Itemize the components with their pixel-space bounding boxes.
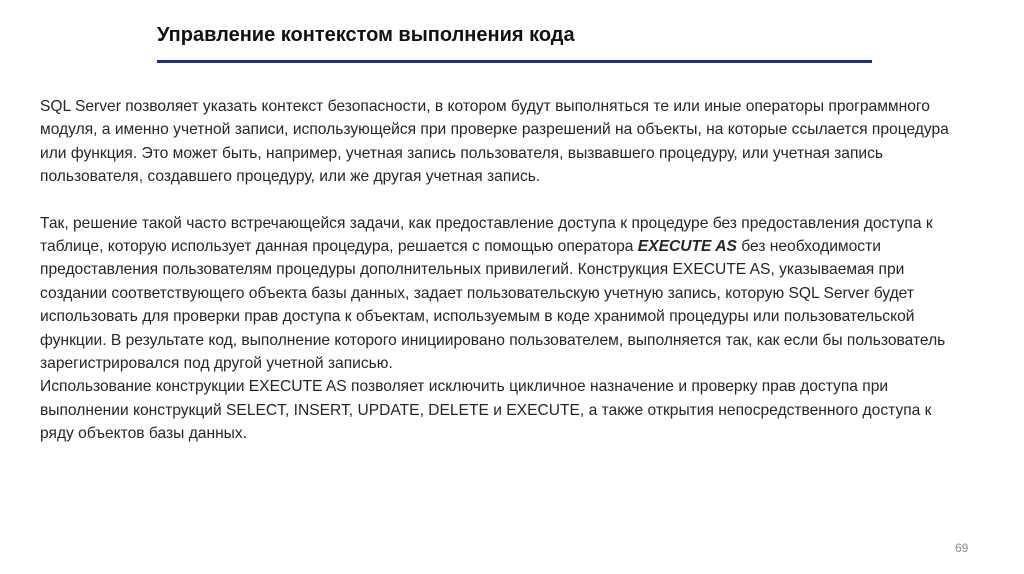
paragraph-execute-as-text-before: Так, решение такой часто встречающейся задачи, как предоставление доступа к процедуре без предоставления доступа к таблице, которую использует данная процедура, решается с помощью оператора xyxy=(40,214,933,256)
paragraph-execute-as-usage: Использование конструкции EXECUTE AS позволяет исключить цикличное назначение и проверку прав доступа при выполнении конструкций SELECT, INSERT, UPDATE, DELETE и EXECUTE, а также открытия непосредственного доступа к ряду объектов базы данных. xyxy=(40,378,932,443)
page-number: 69 xyxy=(955,541,969,555)
paragraph-execute-as xyxy=(40,212,965,376)
paragraph-security-context: SQL Server позволяет указать контекст безопасности, в котором будут выполняться те или иные операторы программного модуля, а именно учетной записи, использующейся при проверке разрешений на объекты, на которые ссылается процедура или функция. Это может быть, например, учетная запись пользователя, вызвавшего процедуру, или учетная запись пользователя, создавшего процедуру, или же другая учетная запись. xyxy=(40,98,949,186)
slide-body xyxy=(40,95,965,446)
title-underline-rule xyxy=(157,60,872,63)
paragraph-execute-as-text-after: без необходимости предоставления пользователям процедуры дополнительных привилегий. Конструкция EXECUTE AS, указываемая при создании соответствующего объекта базы данных, задает пользовательскую учетную запись, которую SQL Server будет использовать для проверки прав доступа к объектам, используемым в коде хранимой процедуры или пользовательской функции. В результате код, выполнение которого инициировано пользователем, выполняется так, как если бы пользователь зарегистрировался под другой учетной записью. xyxy=(40,238,946,373)
execute-as-keyword: EXECUTE AS xyxy=(637,238,737,256)
slide-title: Управление контекстом выполнения кода xyxy=(157,24,575,46)
